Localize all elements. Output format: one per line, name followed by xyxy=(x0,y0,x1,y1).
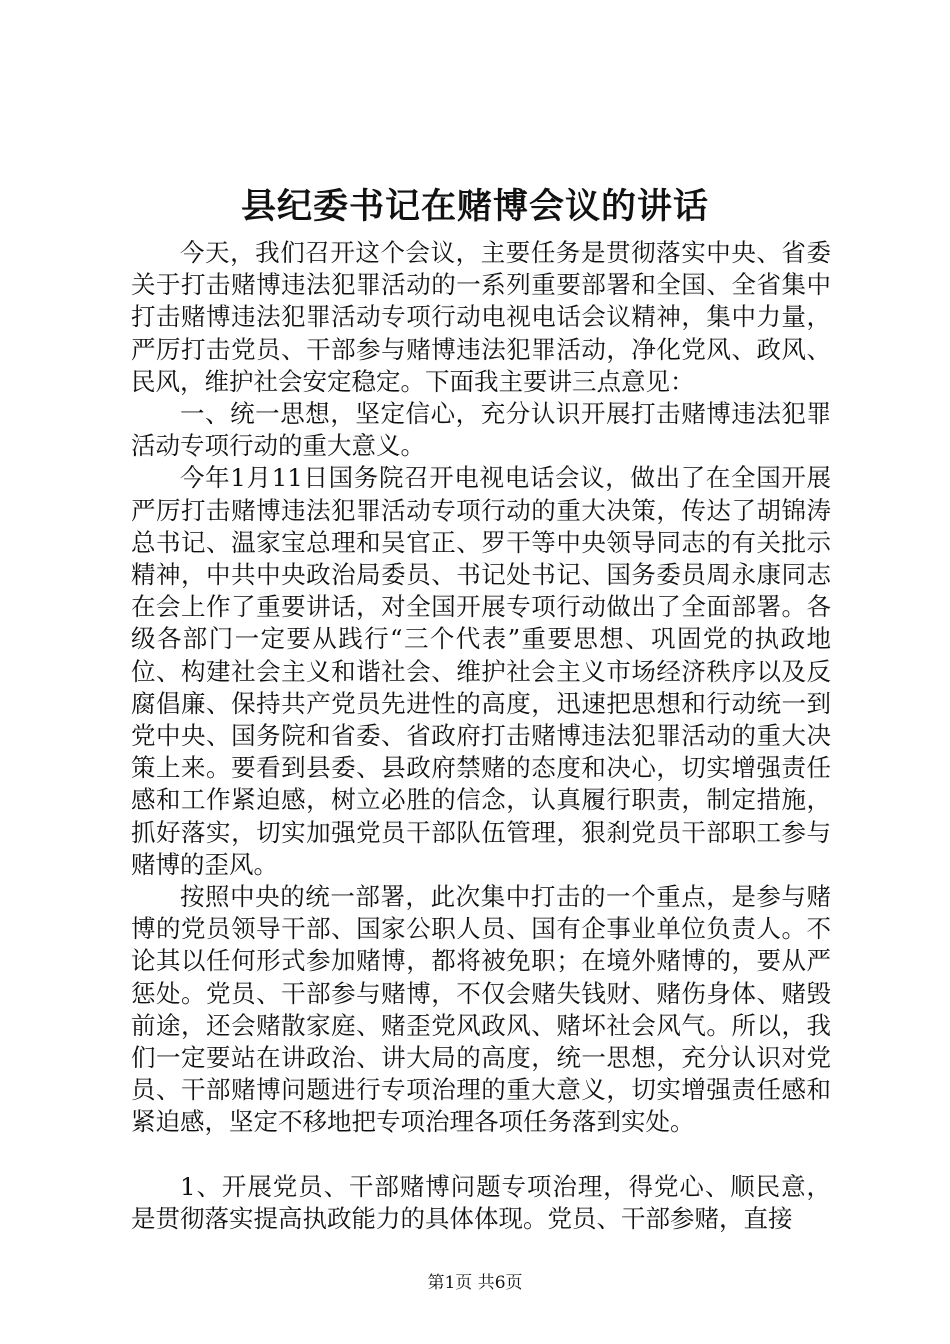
document-body xyxy=(131,237,831,1235)
document-title: 县纪委书记在赌博会议的讲话 xyxy=(240,186,709,227)
paragraph-section-heading: 一、统一思想，坚定信心，充分认识开展打击赌博违法犯罪活动专项行动的重大意义。 xyxy=(131,399,831,461)
paragraph-decision: 今年1月11日国务院召开电视电话会议，做出了在全国开展严厉打击赌博违法犯罪活动专项行动的重大决策，传达了胡锦涛总书记、温家宝总理和吴官正、罗干等中央领导同志的有关批示精神，中共中央政治局委员、书记处书记、国务委员周永康同志在会上作了重要讲话，对全国开展专项行动做出了全面部署。各级各部门一定要从践行“三个代表”重要思想、巩固党的执政地位、构建社会主义和谐社会、维护社会主义市场经济秩序以及反腐倡廉、保持共产党员先进性的高度，迅速把思想和行动统一到党中央、国务院和省委、省政府打击赌博违法犯罪活动的重大决策上来。要看到县委、县政府禁赌的态度和决心，切实增强责任感和工作紧迫感，树立必胜的信念，认真履行职责，制定措施，抓好落实，切实加强党员干部队伍管理，狠刹党员干部职工参与赌博的歪风。 xyxy=(131,463,831,879)
paragraph-intro: 今天，我们召开这个会议，主要任务是贯彻落实中央、省委关于打击赌博违法犯罪活动的一系列重要部署和全国、全省集中打击赌博违法犯罪活动专项行动电视电话会议精神，集中力量，严厉打击党员、干部参与赌博违法犯罪活动，净化党风、政风、民风，维护社会安定稳定。下面我主要讲三点意见： xyxy=(131,238,831,396)
paragraph-focus: 按照中央的统一部署，此次集中打击的一个重点，是参与赌博的党员领导干部、国家公职人员、国有企事业单位负责人。不论其以任何形式参加赌博，都将被免职；在境外赌博的，要从严惩处。党员、干部参与赌博，不仅会赌失钱财、赌伤身体、赌毁前途，还会赌散家庭、赌歪党风政风、赌坏社会风气。所以，我们一定要站在讲政治、讲大局的高度，统一思想，充分认识对党员、干部赌博问题进行专项治理的重大意义，切实增强责任感和紧迫感，坚定不移地把专项治理各项任务落到实处。 xyxy=(131,882,831,1137)
page-footer: 第1页 共6页 xyxy=(427,1273,523,1293)
paragraph-point-one: 1、开展党员、干部赌博问题专项治理，得党心、顺民意，是贯彻落实提高执政能力的具体体现。党员、干部参赌，直接 xyxy=(131,1171,831,1233)
